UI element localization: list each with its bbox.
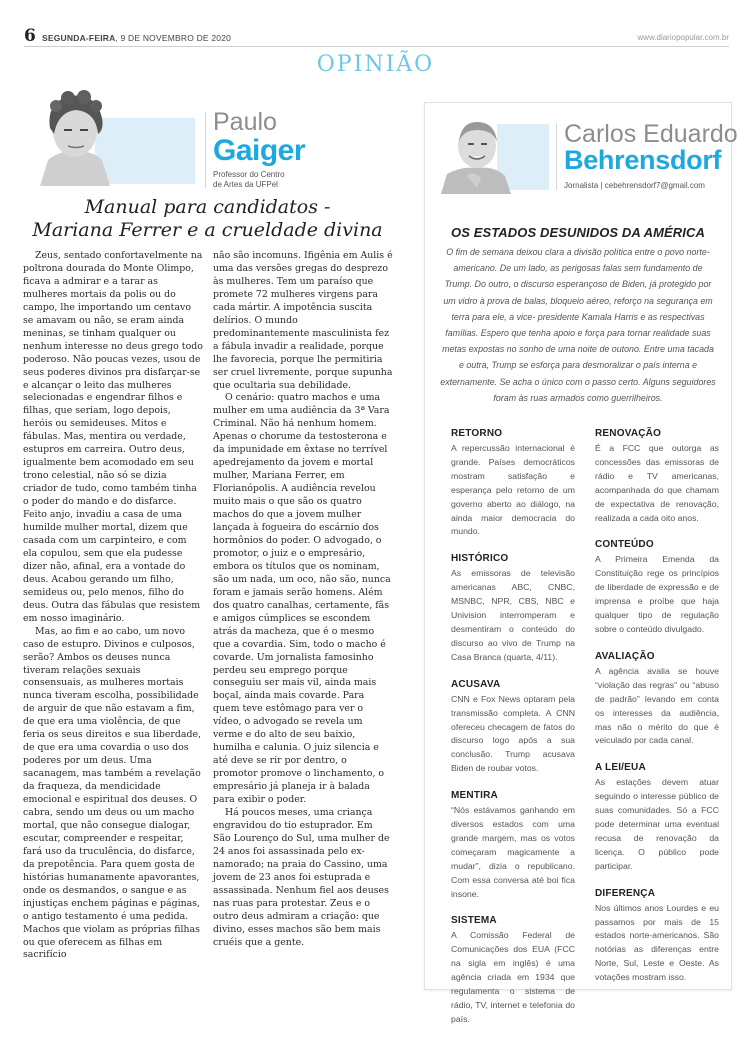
section-title: OPINIÃO <box>316 52 435 77</box>
date: , 9 DE NOVEMBRO DE 2020 <box>115 33 232 43</box>
note-text: Nos últimos anos Lourdes e eu passamos por mais de 15 estados norte-americanos. São notórias as diferenças entre Norte, Sul, Leste e Oeste. As votações mostram isso. <box>595 902 719 983</box>
note-title: DIFERENÇA <box>595 887 656 899</box>
note-item <box>595 762 719 873</box>
divider <box>556 124 557 190</box>
author-role-line: de Artes da UFPel <box>213 180 278 189</box>
notes-column-2 <box>595 428 719 999</box>
page-number: 6 <box>24 26 36 46</box>
note-item <box>595 428 719 525</box>
note-title: MENTIRA <box>451 790 498 802</box>
note-text: É a FCC que outorga as concessões das emissoras de rádio e TV americanas, acompanhada do que chamam de expectativa de renovação, realizada a cada oito anos. <box>595 443 719 523</box>
note-item <box>451 679 575 776</box>
paragraph: Há poucos meses, uma criança engravidou do tio estuprador. Em São Lourenço do Sul, uma mulher de 24 anos foi assassinada pelo ex-namorado; na praia do Cassino, uma jovem de 23 anos foi estuprada e assassinada. Nenhum fiel aos deuses nas ruas para protestar. Zeus e o outro deus admiram a criação: que divino, esses machos são bem mais cruéis que a gente. <box>213 806 390 948</box>
article-title-line: Mariana Ferrer e a crueldade divina <box>32 219 383 241</box>
notes-column-1 <box>451 428 575 1041</box>
author-first-name: Carlos Eduardo <box>564 120 738 148</box>
note-title: AVALIAÇÃO <box>595 650 655 662</box>
divider <box>205 112 206 188</box>
paragraph: Mas, ao fim e ao cabo, um novo caso de estupro. Divinos e culposos, serão? Ambos os deuses nunca tiveram relações sexuais consensuais, as mulheres mortais nunca tiveram escolha, possibilidade de arguir de que não estavam a fim, de que era uma violência, de que feria os seus direitos e sua liberdade, de que era uma covardia o uso dos poderes por um deus. Uma sacanagem, mas também a revelação da fraqueza, da mendicidade emocional e espiritual dos deuses. O cabra, sendo um deus ou um macho mortal, que não consegue dialogar, escutar, compreender e respeitar, fará uso da truculência, do disfarce, da prepotência. Para quem gosta de histórias humanamente apavorantes, onde os desmandos, o sangue e as injustiças enchem páginas e páginas, o antigo testamento é uma pedida. Machos que violam as próprias filhas ou que oferecem as filhas em sacrifício <box>23 625 202 961</box>
dateline <box>42 33 231 43</box>
note-title: A LEI/EUA <box>595 762 646 774</box>
author-role <box>213 170 323 190</box>
paragraph: Zeus, sentado confortavelmente na poltrona dourada do Monte Olimpo, ficava a admirar e a tarar as mulheres mortais da polis ou do campo, lhe importando um centavo se amavam ou não, se eram ainda meninas, se tinham qualquer ou nenhum interesse no deus grego todo poderoso. Não poucas vezes, usou de seus poderes divinos pra disfarçar-se e alcançar o leito das mulheres selecionadas e engendrar filhos e filhas, que seriam, logo depois, heróis ou semideuses. Mitos e fábulas. Mas, mentira ou verdade, estupros em carreira. Outro deus, igualmente bem acomodado em seu trono celestial, não só se dizia criador de tudo, como também tinha o poder do mando e do disfarce. Feito anjo, invadiu a casa de uma humilde mulher mortal, dizem que casada com um carpinteiro, e com ela copulou, sem que ela pudesse dizer não, afinal, era a vontade do deus. Acabou gerando um filho, semideus ou, pelo menos, filho do deus. Outra das fábulas que resistem em nosso imaginário. <box>23 250 203 624</box>
note-text: “Nós estávamos ganhando em diversos estados com uma grande margem, mas os votos começaram magicamente a mudar”, dizia o republicano. Com essa conversa até boi fica insone. <box>451 805 575 899</box>
author-last-name: Gaiger <box>213 134 306 167</box>
note-text: A Primeira Emenda da Constituição rege os princípios de liberdade de expressão e de imprensa e proíbe que haja qualquer tipo de regulação sobre o conteúdo divulgado. <box>595 554 719 634</box>
note-text: A agência avalia se houve “violação das regras” ou “abuso de padrão” levando em conta os interesses da audiência, mas não o mérito do que é veiculado por cada canal. <box>595 665 719 746</box>
note-item <box>451 915 575 1026</box>
note-title: HISTÓRICO <box>451 553 509 565</box>
author-first-name: Paulo <box>213 108 277 136</box>
note-text: As estações devem atuar seguindo o interesse público de suas comunidades. Só a FCC pode determinar uma eventual recusa de renovação da licença. O público pode participar. <box>595 777 719 871</box>
note-item <box>451 790 575 901</box>
note-item <box>451 553 575 664</box>
article-column-2 <box>213 250 393 949</box>
note-text: A Comissão Federal de Comunicações dos EUA (FCC na sigla em inglês) é uma agência criada em 1934 que regulamenta o sistema de rádio, TV, internet e telefonia do país. <box>451 930 575 1024</box>
note-title: RETORNO <box>451 428 503 439</box>
site-url[interactable]: www.diariopopular.com.br <box>637 33 729 42</box>
note-title: RENOVAÇÃO <box>595 428 662 439</box>
note-title: ACUSAVA <box>451 678 501 690</box>
note-text: CNN e Fox News optaram pela transmissão completa. A CNN ofereceu checagem de fatos do discurso logo após a sua conclusão. Trump acusava Biden de roubar votos. <box>451 693 575 774</box>
note-title: CONTEÚDO <box>595 539 654 551</box>
article-column-1 <box>23 250 203 962</box>
paragraph: não são incomuns. Ifigênia em Aulis é uma das versões gregas do desprezo às mulheres. Tem um paraíso que promete 72 mulheres virgens para cada mártir. A impotência suscita delírios. O mundo predominantemente masculinista fez a fábula invadir a realidade, porque lhe favorecia, porque lhe permitiria ser cruel livremente, porque supunha que ocultaria sua debilidade. <box>213 250 393 391</box>
note-item <box>595 539 719 636</box>
author-role: Jornalista | cebehrensdorf7@gmail.com <box>564 181 705 190</box>
note-item <box>595 888 719 985</box>
note-title: SISTEMA <box>451 915 497 927</box>
column-lede: O fim de semana deixou clara a divisão política entre o povo norte-americano. De um lado, as perigosas falas sem fundamento de Trump. Do outro, o discurso esperançoso de Biden, já protegido por um vidro à prova de balas, bloqueio aéreo, reforço na segurança em terra para ele, a vice- presidente Kamala Harris e as respectivas famílias. Espero que tenha apoio e força para tornar realidade suas metas expostas no sonho de uma noite de outono. Entre uma tacada e outra, Trump se esforça para desmoralizar o país interna e externamente. Se acha o único com o passo certo. Alguns seguidores foram às ruas armados como guerrilheiros. <box>440 247 716 403</box>
paragraph: O cenário: quatro machos e uma mulher em uma audiência da 3ª Vara Criminal. Não há nenhum homem. Apenas o chorume da testosterona e da impunidade em êxtase no terrível apedrejamento da jovem e mortal mulher, Mariana Ferrer, em Florianópolis. A audiência revelou muito mais o que são os quatro machos do que a jovem mulher lançada à fogueira do escárnio dos hormônios do poder. O advogado, o promotor, o juiz e o empresário, embora os títulos que os nominam, são um nada, um oco, não são, nunca foram e jamais serão homens. Além dos quatro canalhas, certamente, fãs e amigos cúmplices se escondem atrás da macheza, que é o mesmo que a covardia. Sim, todo o macho é covarde. Um jornalista famosinho perdeu seu emprego porque conseguiu ser mais vil, ainda mais boçal, ainda mais covarde. Para quem teve estômago para ver o vídeo, o advogado se revela um verme e do alto de seu baixio, humilha e calunia. O juiz silencia e até deve se rir por dentro, o promotor promove o linchamento, o empresário já planeja ir à balada para exibir o poder. <box>213 392 391 806</box>
page-header <box>24 26 729 47</box>
article-title <box>10 196 405 242</box>
author-photo-carlos-behrensdorf <box>437 114 517 194</box>
author-photo-paulo-gaiger <box>30 88 120 186</box>
note-item <box>595 651 719 748</box>
author-last-name: Behrensdorf <box>564 145 722 175</box>
weekday: SEGUNDA-FEIRA <box>42 33 116 43</box>
note-item <box>451 428 575 539</box>
author-role-line: Professor do Centro <box>213 170 285 179</box>
note-text: A repercussão internacional é grande. Países democráticos mostram satisfação e esperança pelo retorno de um governo aberto ao diálogo, na ainda maior democracia do mundo. <box>451 443 575 537</box>
article-title-line: Manual para candidatos - <box>84 196 331 218</box>
note-text: As emissoras de televisão americanas ABC, CNBC, MSNBC, NPR, CBS, NBC e Univision interromperam e desmentiram o conteúdo do discurso ao vivo de Trump na Casa Branca (quarta, 4/11). <box>451 568 575 662</box>
column-headline: OS ESTADOS DESUNIDOS DA AMÉRICA <box>451 225 705 240</box>
